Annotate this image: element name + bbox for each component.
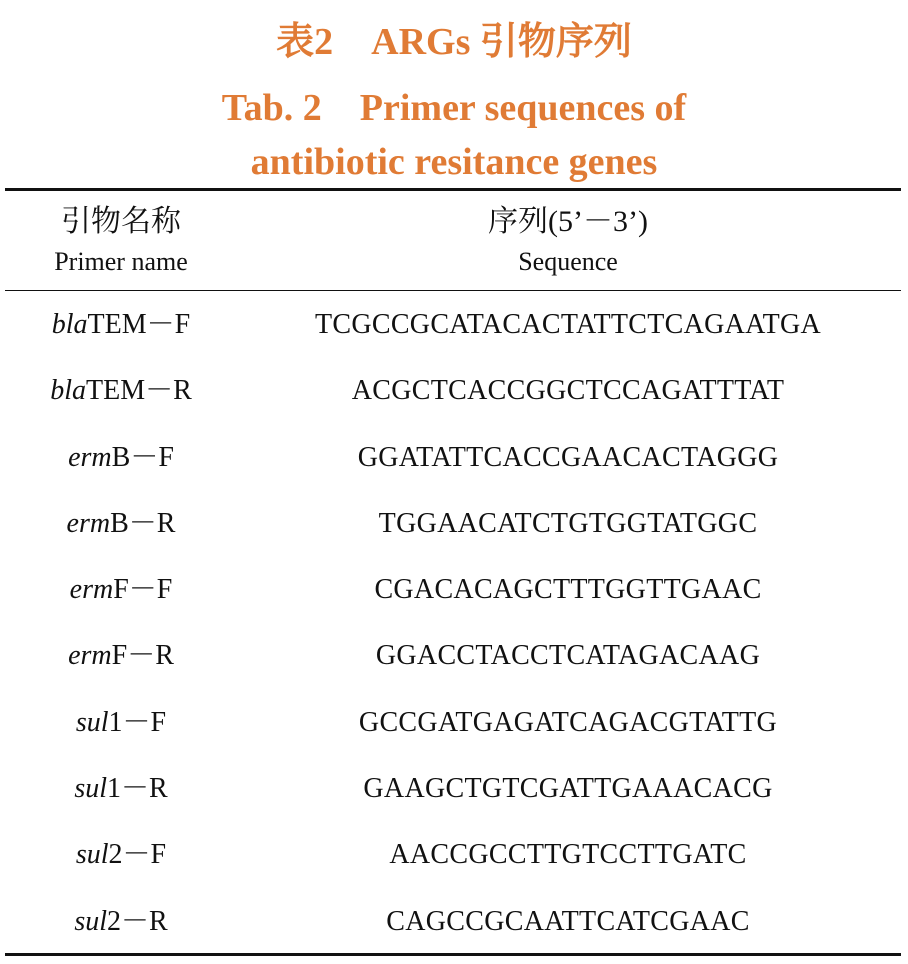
gene-name: erm <box>68 640 112 672</box>
gene-name: sul <box>75 706 109 738</box>
primer-name <box>0 358 242 424</box>
primer-name <box>0 292 242 358</box>
primer-name <box>0 756 242 822</box>
primer-sequence: AACCGCCTTGTCCTTGATC <box>389 839 747 871</box>
primer-suffix: 2－F <box>108 839 167 871</box>
primer-suffix: B－F <box>111 441 174 473</box>
primer-suffix: TEM－R <box>86 375 192 407</box>
primer-sequence: GGACCTACCTCATAGACAAG <box>375 640 761 672</box>
primer-sequence: GCCGATGAGATCAGACGTATTG <box>358 706 778 738</box>
primer-suffix: 1－F <box>108 706 167 738</box>
table-row <box>0 889 908 955</box>
header-sequence <box>242 202 894 282</box>
gene-name: erm <box>68 441 112 473</box>
primer-name <box>0 623 242 689</box>
table-row <box>0 425 908 491</box>
header-sequence-cn: 序列(5’－3’) <box>488 205 648 238</box>
gene-name: sul <box>74 773 107 805</box>
primer-sequence: GAAGCTGTCGATTGAAACACG <box>363 773 773 805</box>
primer-sequence: CAGCCGCAATTCATCGAAC <box>386 905 750 937</box>
table-row <box>0 822 908 888</box>
primer-sequence: GGATATTCACCGAACACTAGGG <box>357 441 779 473</box>
primer-name <box>0 557 242 623</box>
primer-name <box>0 889 242 955</box>
primer-name <box>0 491 242 557</box>
gene-name: erm <box>69 574 114 606</box>
table-row <box>0 756 908 822</box>
primer-name <box>0 425 242 491</box>
gene-name: bla <box>50 375 86 407</box>
table-body <box>0 292 908 955</box>
primer-suffix: F－R <box>111 640 174 672</box>
table-row <box>0 623 908 689</box>
header-rule <box>5 290 901 291</box>
table-row <box>0 690 908 756</box>
table-title-en-line2: antibiotic resitance genes <box>250 141 658 183</box>
primer-sequence: TCGCCGCATACACTATTCTCAGAATGA <box>314 309 822 340</box>
primer-sequence: TGGAACATCTGTGGTATGGC <box>378 507 758 539</box>
primer-suffix: F－F <box>113 574 173 606</box>
gene-name: sul <box>75 839 109 871</box>
table-row <box>0 491 908 557</box>
header-sequence-en: Sequence <box>518 247 618 276</box>
table-title-en-line1: Tab. 2 Primer sequences of <box>221 87 687 129</box>
table-top-rule <box>5 188 901 191</box>
table-bottom-rule <box>5 953 901 956</box>
gene-name: bla <box>51 309 88 340</box>
primer-name <box>0 822 242 888</box>
primer-name <box>0 690 242 756</box>
table-row <box>0 358 908 424</box>
header-primer-name-cn: 引物名称 <box>61 205 181 238</box>
gene-name: sul <box>74 905 107 937</box>
header-primer-name <box>0 202 242 282</box>
primer-suffix: TEM－F <box>87 309 191 340</box>
primer-sequence: CGACACAGCTTTGGTTGAAC <box>374 574 762 606</box>
table-row <box>0 557 908 623</box>
gene-name: erm <box>66 507 111 539</box>
primer-suffix: B－R <box>110 507 176 539</box>
table-row <box>0 292 908 358</box>
primer-suffix: 1－R <box>107 773 168 805</box>
table-title-cn: 表2 ARGs 引物序列 <box>276 21 632 63</box>
primer-sequence: ACGCTCACCGGCTCCAGATTTAT <box>351 375 785 407</box>
primer-suffix: 2－R <box>107 905 168 937</box>
header-primer-name-en: Primer name <box>54 247 188 276</box>
